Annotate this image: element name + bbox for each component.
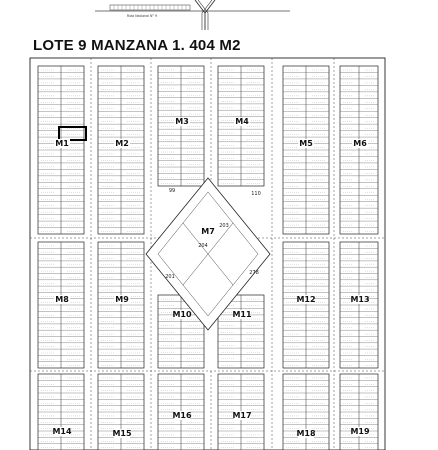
block-m14: [38, 374, 84, 450]
center-lot-number: 204: [198, 243, 208, 249]
manzana-label-m3: M3: [175, 117, 189, 126]
manzana-label-m13: M13: [350, 295, 370, 304]
manzana-label-m17: M17: [232, 411, 252, 420]
block-m2: [98, 66, 144, 234]
block-m19: [340, 374, 378, 450]
manzana-label-m5: M5: [299, 139, 313, 148]
manzana-label-m2: M2: [115, 139, 129, 148]
manzana-label-m7: M7: [201, 227, 215, 236]
center-lot-number: 278: [249, 270, 259, 276]
manzana-label-m16: M16: [172, 411, 192, 420]
manzana-label-m9: M9: [115, 295, 129, 304]
page-title: LOTE 9 MANZANA 1. 404 M2: [33, 37, 241, 54]
road-strip: [0, 0, 438, 30]
block-m12: [283, 242, 329, 368]
center-lot-number: 203: [219, 223, 229, 229]
manzana-label-m14: M14: [52, 427, 72, 436]
road-label: Ruta Nacional N° 9: [126, 14, 158, 18]
manzana-label-m10: M10: [172, 310, 192, 319]
center-lot-number: 110: [251, 191, 261, 197]
center-lot-number: 99: [168, 188, 176, 194]
block-m6: [340, 66, 378, 234]
manzana-label-m4: M4: [235, 117, 249, 126]
block-m9: [98, 242, 144, 368]
block-m8: [38, 242, 84, 368]
manzana-label-m11: M11: [232, 310, 252, 319]
manzana-label-m15: M15: [112, 429, 132, 438]
manzana-label-m1: M1: [55, 139, 69, 148]
manzana-label-m8: M8: [55, 295, 69, 304]
manzana-label-m6: M6: [353, 139, 367, 148]
block-m13: [340, 242, 378, 368]
block-m18: [283, 374, 329, 450]
center-lot-number: 201: [165, 274, 175, 280]
manzana-label-m19: M19: [350, 427, 370, 436]
block-m15: [98, 374, 144, 450]
block-m1: [38, 66, 84, 234]
manzana-label-m12: M12: [296, 295, 316, 304]
subdivision-plan: [0, 52, 438, 450]
manzana-label-m18: M18: [296, 429, 316, 438]
block-m5: [283, 66, 329, 234]
